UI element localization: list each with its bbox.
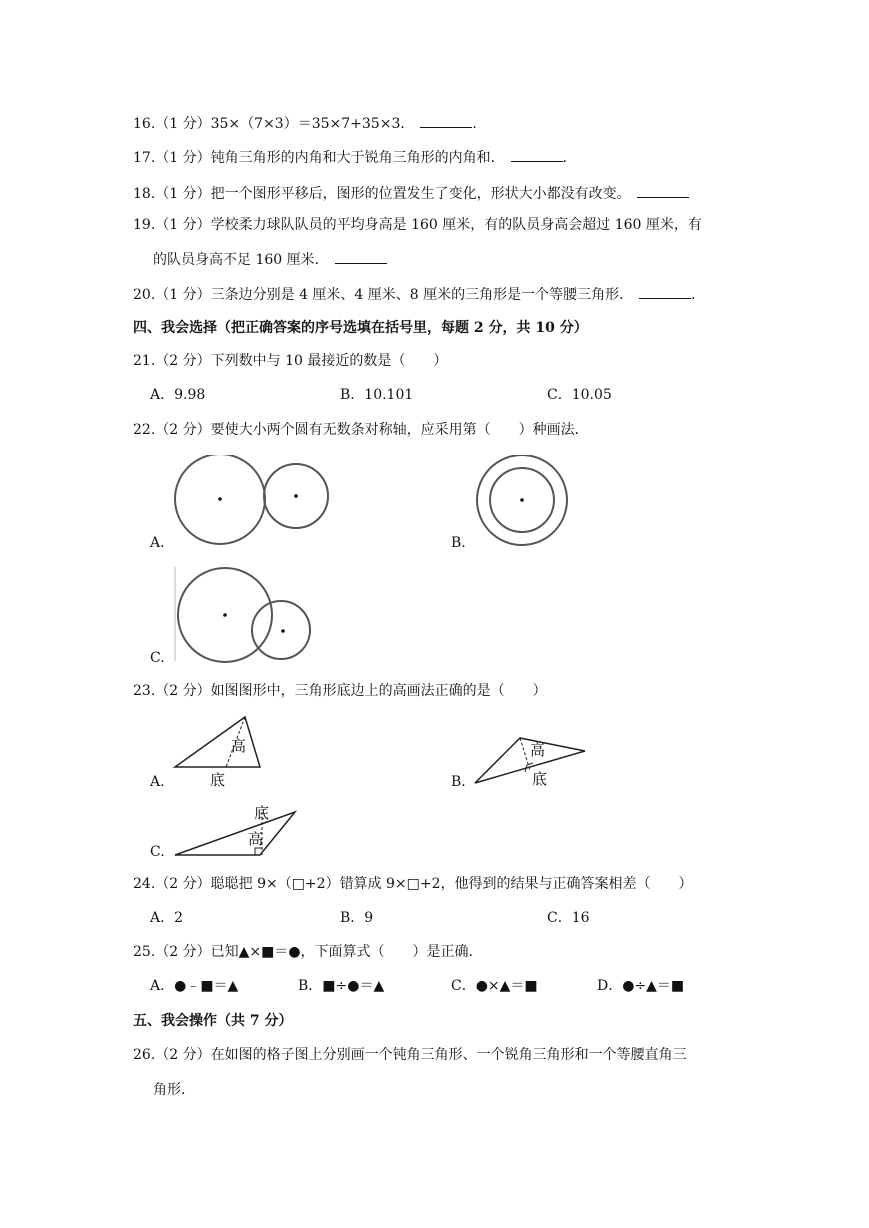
question-18	[133, 183, 689, 204]
center-dot	[520, 498, 524, 502]
question-17	[133, 147, 567, 168]
base-label: 底	[254, 804, 270, 822]
question-17-tail: .	[562, 150, 568, 166]
question-16	[133, 113, 477, 134]
center-dot	[281, 629, 285, 633]
answer-blank-20[interactable]	[639, 284, 691, 299]
q22-label-a[interactable]: A.	[150, 535, 165, 551]
q23-label-c[interactable]: C.	[150, 844, 165, 860]
question-20	[133, 284, 696, 305]
question-24: 24.（2 分）聪聪把 9×（□+2）错算成 9×□+2，他得到的结果与正确答案相差（ ）	[133, 876, 693, 892]
section-4-title: 四、我会选择（把正确答案的序号选填在括号里，每题 2 分，共 10 分）	[133, 320, 588, 336]
question-25: 25.（2 分）已知▲×■＝●，下面算式（ ）是正确．	[133, 944, 483, 960]
question-26-line-1: 26.（2 分）在如图的格子图上分别画一个钝角三角形、一个锐角三角形和一个等腰直角三	[133, 1047, 687, 1063]
center-dot	[223, 613, 227, 617]
q22-label-b[interactable]: B.	[451, 535, 466, 551]
small-circle	[252, 601, 310, 659]
question-20-text: 20.（1 分）三条边分别是 4 厘米、4 厘米、8 厘米的三角形是一个等腰三角形．	[133, 287, 634, 303]
question-20-tail: .	[691, 287, 696, 303]
question-21: 21.（2 分）下列数中与 10 最接近的数是（ ）	[133, 353, 448, 369]
q24-option-c[interactable]: C．16	[547, 910, 590, 926]
q25-option-a[interactable]: A．●﹣■＝▲	[150, 978, 239, 994]
question-17-text: 17.（1 分）钝角三角形的内角和大于锐角三角形的内角和．	[133, 150, 505, 166]
q22-figure-a	[170, 455, 340, 550]
question-19-line-1: 19.（1 分）学校柔力球队队员的平均身高是 160 厘米，有的队员身高会超过 160 厘米，有	[133, 217, 702, 233]
q23-figure-c	[170, 800, 300, 860]
center-dot	[218, 497, 222, 501]
q22-figure-b	[470, 455, 580, 555]
section-5-title: 五、我会操作（共 7 分）	[133, 1013, 293, 1029]
question-26-line-2: 角形.	[153, 1082, 186, 1098]
question-23: 23.（2 分）如图图形中，三角形底边上的高画法正确的是（ ）	[133, 683, 547, 699]
answer-blank-18[interactable]	[637, 183, 689, 198]
q25-option-c[interactable]: C．●×▲＝■	[451, 978, 538, 994]
question-16-text: 16.（1 分）35×（7×3）＝35×7+35×3．	[133, 116, 415, 132]
q23-figure-b	[470, 733, 590, 791]
height-label: 高	[248, 830, 264, 848]
q25-option-b[interactable]: B．■÷●＝▲	[298, 978, 385, 994]
q23-label-a[interactable]: A.	[150, 774, 165, 790]
question-19-line-2	[153, 249, 387, 270]
height-label: 高	[530, 741, 546, 759]
triangle	[175, 812, 295, 855]
q24-option-a[interactable]: A．2	[150, 910, 184, 926]
base-label: 底	[210, 771, 226, 787]
q23-label-b[interactable]: B.	[451, 774, 466, 790]
question-18-text: 18.（1 分）把一个图形平移后，图形的位置发生了变化，形状大小都没有改变。	[133, 186, 631, 202]
answer-blank-17[interactable]	[511, 147, 563, 162]
center-dot	[294, 494, 298, 498]
answer-blank-19[interactable]	[335, 249, 387, 264]
q21-option-b[interactable]: B．10.101	[340, 387, 414, 403]
question-19-text: 的队员身高不足 160 厘米．	[153, 252, 329, 268]
answer-blank-16[interactable]	[420, 113, 472, 128]
height-line	[520, 738, 530, 770]
question-22: 22.（2 分）要使大小两个圆有无数条对称轴，应采用第（ ）种画法．	[133, 422, 589, 438]
height-label: 高	[231, 737, 247, 755]
question-16-tail: .	[472, 116, 477, 132]
q21-option-a[interactable]: A．9.98	[150, 387, 206, 403]
triangle	[175, 717, 260, 767]
q24-option-b[interactable]: B．9	[340, 910, 374, 926]
q23-figure-a	[170, 715, 270, 787]
q22-label-c[interactable]: C.	[150, 650, 165, 666]
q22-figure-c	[170, 565, 320, 665]
q25-option-d[interactable]: D．●÷▲＝■	[597, 978, 685, 994]
q21-option-c[interactable]: C．10.05	[547, 387, 612, 403]
base-label: 底	[532, 770, 548, 788]
